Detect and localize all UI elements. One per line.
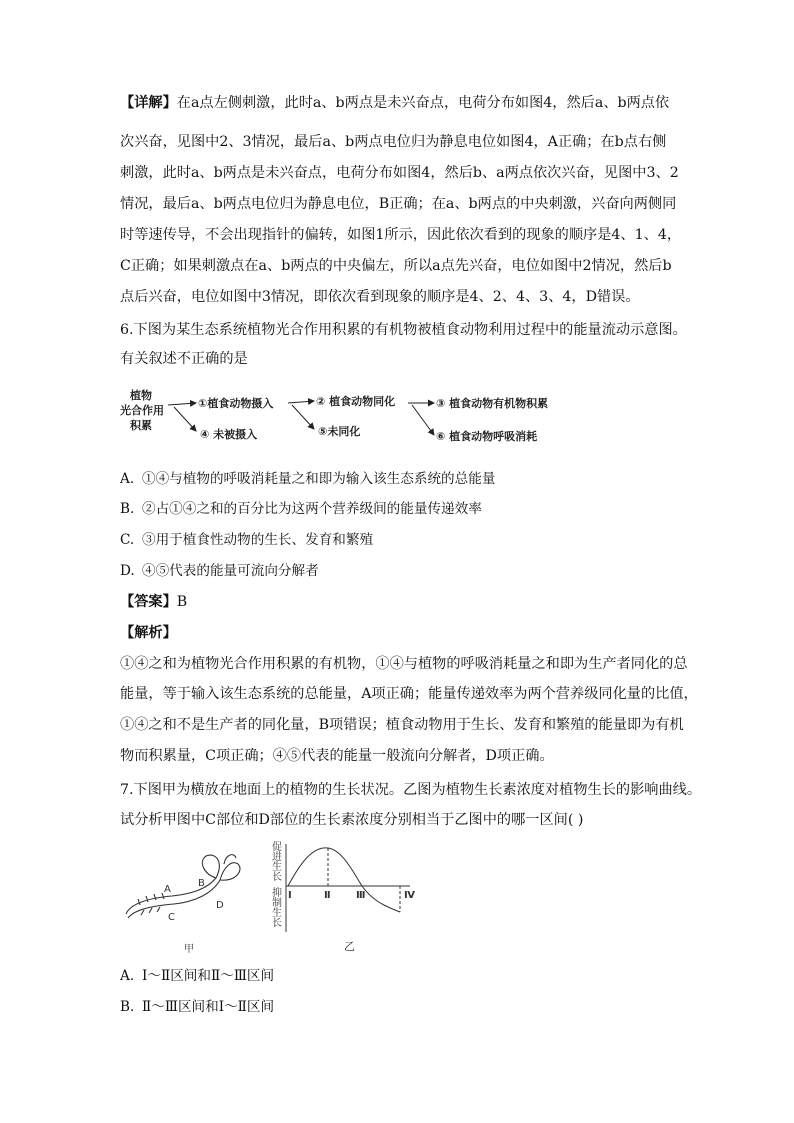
source-label-3: 积累 (130, 419, 152, 432)
q6-analysis-line-1: ①④之和为植物光合作用积累的有机物，①④与植物的呼吸消耗量之和即为生产者同化的总 (120, 656, 688, 672)
node-2-label: ② 植食动物同化 (316, 395, 396, 408)
label-b: B (198, 878, 205, 889)
promote-label: 促进生长 (272, 842, 282, 883)
arrow-source-to-1 (168, 403, 196, 405)
q6-option-a[interactable]: A. ①④与植物的呼吸消耗量之和即为输入该生态系统的总能量 (120, 471, 496, 487)
source-label-1: 植物 (130, 389, 152, 402)
q6-stem-line-2: 有关叙述不正确的是 (120, 351, 248, 367)
detail-line-4: 情况，最后a、b两点电位归为静息电位，B正确；在a、b两点的中央刺激，兴奋向两侧同 (120, 196, 677, 212)
node-1-label: ①植食动物摄入 (198, 397, 274, 410)
q7-stem-line-1: 7.下图甲为横放在地面上的植物的生长状况。乙图为植物生长素浓度对植物生长的影响曲线。 (120, 782, 702, 798)
node-6-label: ⑥ 植食动物呼吸消耗 (436, 430, 538, 443)
tick-4: Ⅳ (404, 890, 415, 901)
label-a: A (164, 884, 171, 895)
tick-1: Ⅰ (288, 890, 292, 901)
detail-line-3: 刺激，此时a、b两点是未兴奋点，电荷分布如图4，然后b、a两点依次兴奋，见图中3、2 (120, 165, 679, 181)
q7-stem-line-2: 试分析甲图中C部位和D部位的生长素浓度分别相当于乙图中的哪一区间( ) (120, 812, 584, 828)
q6-option-b[interactable]: B. ②占①④之和的百分比为这两个营养级间的能量传递效率 (120, 501, 482, 517)
inhibit-label: 抑制生长 (272, 888, 282, 929)
node-3-label: ③ 植食动物有机物积累 (436, 397, 549, 410)
arrow-2-to-6 (412, 405, 434, 435)
root-hairs (138, 893, 164, 915)
detail-line-1: 【详解】在a点左侧刺激，此时a、b两点是未兴奋点，电荷分布如图4，然后a、b两点依 (120, 95, 670, 111)
arrow-1-to-2 (288, 401, 314, 403)
q6-answer: 【答案】B (120, 594, 188, 610)
leaf-right (220, 863, 240, 880)
q6-option-d[interactable]: D. ④⑤代表的能量可流向分解者 (120, 563, 319, 579)
q6-analysis-line-4: 物而积累量，C项正确；④⑤代表的能量一般流向分解者，D项正确。 (120, 748, 554, 764)
arrow-1-to-5 (292, 405, 314, 429)
source-label-2: 光合作用 (120, 404, 164, 417)
node-4-label: ④ 未被摄入 (200, 428, 258, 441)
detail-line-2: 次兴奋，见图中2、3情况，最后a、b两点电位归为静息电位如图4，A正确；在b点右侧 (120, 134, 667, 150)
figure-yi-curve (268, 840, 428, 955)
detail-label: 【详解】 (120, 95, 177, 111)
figure-jia-plant (120, 840, 250, 960)
tick-2: Ⅱ (324, 890, 331, 901)
caption-jia: 甲 (184, 944, 194, 955)
q7-option-b[interactable]: B. Ⅱ～Ⅲ区间和Ⅰ～Ⅱ区间 (120, 999, 275, 1015)
growth-curve (288, 848, 400, 912)
q6-analysis-line-3: ①④之和不是生产者的同化量，B项错误；植食动物用于生长、发育和繁殖的能量即为有机 (120, 717, 684, 733)
q6-stem-line-1: 6.下图为某生态系统植物光合作用积累的有机物被植食动物利用过程中的能量流动示意图。 (120, 322, 687, 338)
detail-line-5: 时等速传导，不会出现指针的偏转，如图1所示，因此依次看到的现象的顺序是4、1、4， (120, 227, 682, 243)
q6-analysis-label: 【解析】 (120, 625, 177, 641)
energy-flow-diagram (118, 383, 598, 453)
arrow-source-to-4 (174, 407, 196, 431)
tick-3: Ⅲ (356, 890, 366, 901)
detail-line-7: 点后兴奋，电位如图中3情况，即依次看到现象的顺序是4、2、4、3、4，D错误。 (120, 289, 640, 305)
q6-option-c[interactable]: C. ③用于植食性动物的生长、发育和繁殖 (120, 532, 374, 548)
label-c: C (168, 912, 175, 923)
caption-yi: 乙 (344, 940, 355, 953)
label-d: D (216, 900, 224, 911)
q6-analysis-line-2: 能量，等于输入该生态系统的总能量，A项正确；能量传递效率为两个营养级同化量的比值， (120, 686, 698, 702)
leaf-left (202, 855, 219, 878)
q7-option-a[interactable]: A. Ⅰ～Ⅱ区间和Ⅱ～Ⅲ区间 (120, 968, 275, 984)
node-5-label: ⑤未同化 (318, 425, 361, 438)
detail-line-6: C正确；如果刺激点在a、b两点的中央偏左，所以a点先兴奋，电位如图中2情况，然后b (120, 258, 672, 274)
